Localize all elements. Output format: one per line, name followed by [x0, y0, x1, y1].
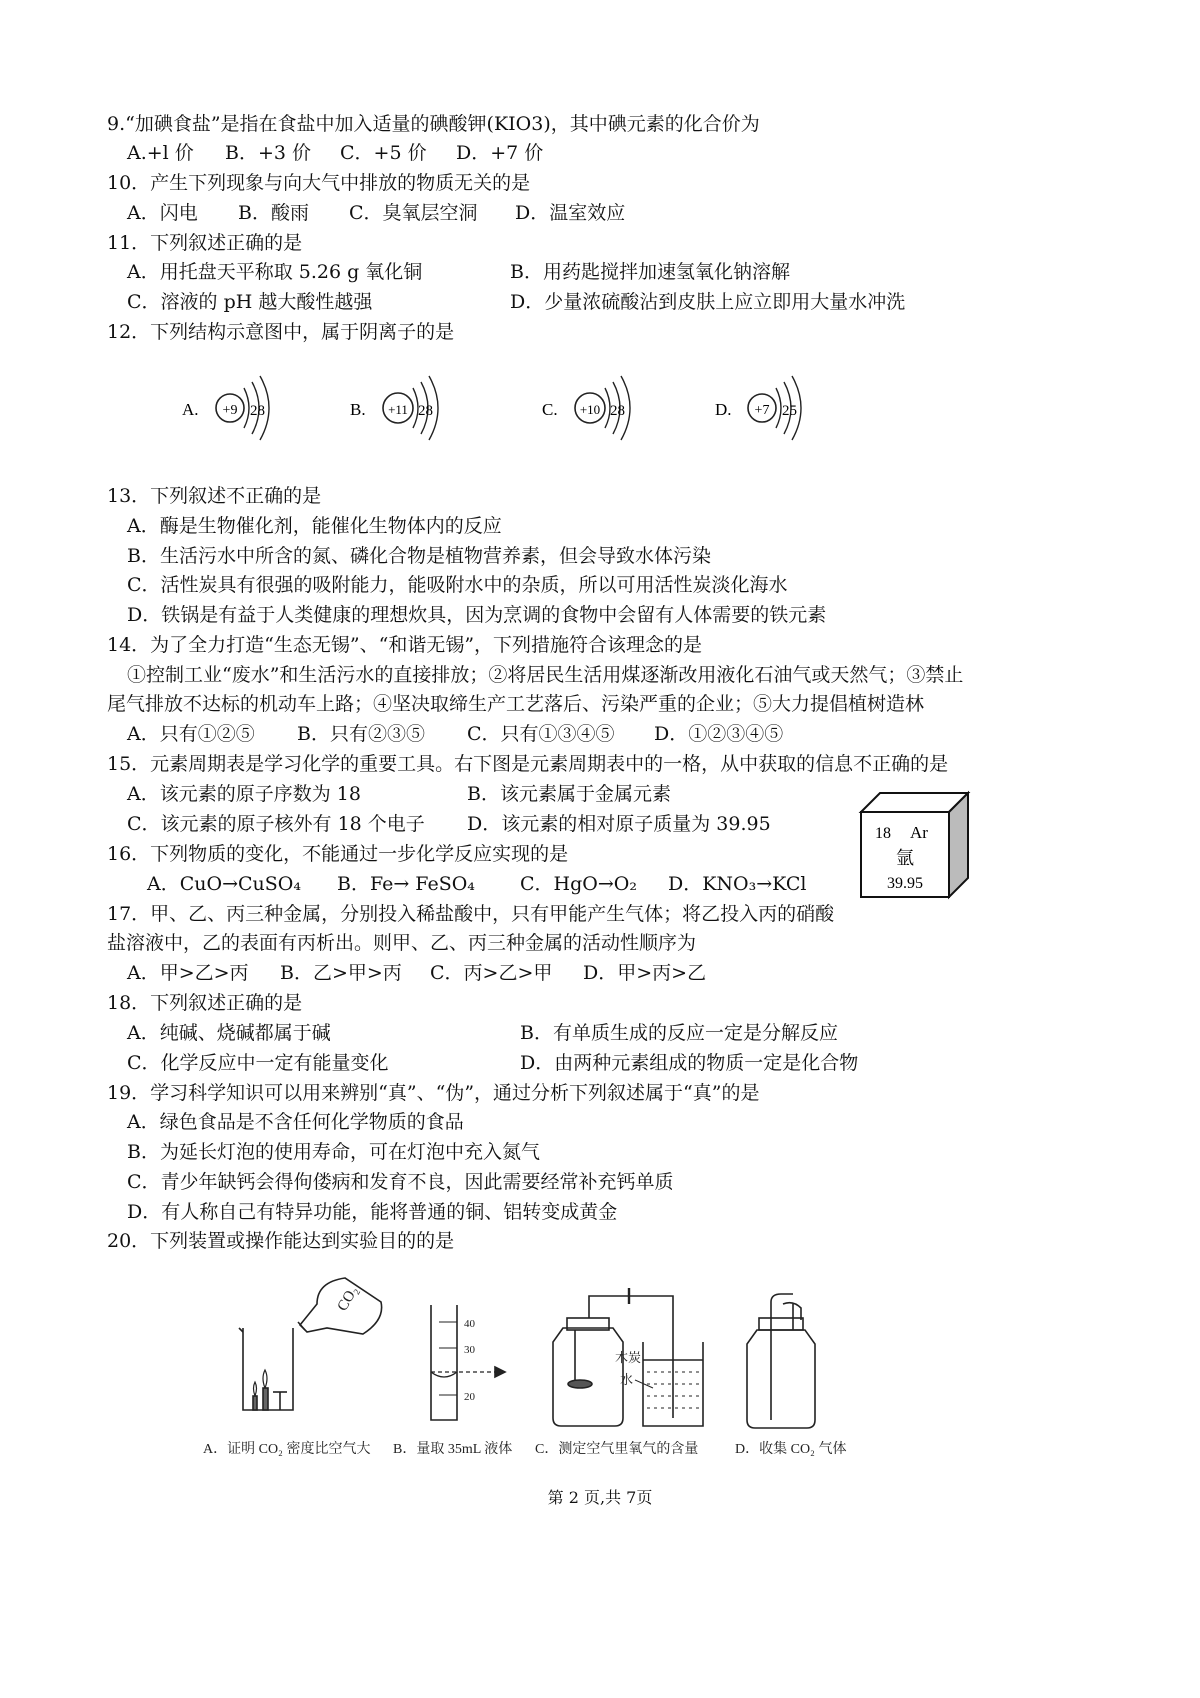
element-mass: 39.95 — [887, 875, 923, 892]
q20-stem: 20．下列装置或操作能达到实验目的的是 — [107, 1230, 455, 1252]
q14-option-d: D．①②③④⑤ — [654, 723, 784, 745]
q19-option-b: B．为延长灯泡的使用寿命，可在灯泡中充入氮气 — [127, 1141, 540, 1163]
ion-diagram-b-nucleus: +11 — [388, 402, 408, 417]
ion-diagram-a — [182, 376, 269, 440]
q17-stem-line1: 17．甲、乙、丙三种金属，分别投入稀盐酸中，只有甲能产生气体；将乙投入丙的硝酸 — [107, 903, 835, 925]
ion-diagram-c-nucleus: +10 — [579, 402, 601, 417]
ion-diagram-d-nucleus: +7 — [754, 403, 770, 418]
q12-stem: 12．下列结构示意图中，属于阴离子的是 — [107, 321, 455, 343]
q13-option-b: B．生活污水中所含的氮、磷化合物是植物营养素，但会导致水体污染 — [127, 545, 711, 567]
q9-option-d: D．+7 价 — [456, 142, 544, 164]
q14-option-a: A．只有①②⑤ — [127, 723, 255, 745]
q16-option-d: D．KNO₃→KCl — [668, 873, 807, 895]
q11-option-a: A．用托盘天平称取 5.26 g 氧化铜 — [127, 261, 423, 283]
cylinder-tick-20: 20 — [464, 1391, 475, 1403]
q11-stem: 11．下列叙述正确的是 — [107, 232, 303, 254]
q9-stem: 9.“加碘食盐”是指在食盐中加入适量的碘酸钾(KIO3)，其中碘元素的化合价为 — [107, 113, 760, 135]
q19-option-c: C．青少年缺钙会得佝偻病和发育不良，因此需要经常补充钙单质 — [127, 1171, 674, 1193]
q15-option-c: C．该元素的原子核外有 18 个电子 — [127, 813, 425, 835]
q17-option-a: A．甲>乙>丙 — [127, 962, 249, 984]
q12-ion-diagrams — [170, 370, 850, 450]
element-symbol: Ar — [910, 823, 928, 842]
cylinder-tick-40: 40 — [464, 1318, 475, 1330]
periodic-table-cell — [858, 790, 972, 902]
water-label: 水 — [620, 1372, 634, 1387]
q11-option-d: D．少量浓硫酸沾到皮肤上应立即用大量水冲洗 — [510, 291, 906, 313]
q18-option-d: D．由两种元素组成的物质一定是化合物 — [520, 1052, 859, 1074]
caption-c: C．测定空气里氧气的含量 — [535, 1442, 699, 1457]
q11-option-c: C．溶液的 pH 越大酸性越强 — [127, 291, 373, 313]
q18-option-a: A．纯碱、烧碱都属于碱 — [127, 1022, 331, 1044]
q19-option-a: A．绿色食品是不含任何化学物质的食品 — [127, 1111, 464, 1133]
apparatus-a — [239, 1278, 382, 1410]
ion-diagram-a-letter: A. — [182, 400, 199, 419]
q11-option-b: B．用药匙搅拌加速氢氧化钠溶解 — [510, 261, 790, 283]
q13-stem: 13．下列叙述不正确的是 — [107, 485, 322, 507]
q18-stem: 18．下列叙述正确的是 — [107, 992, 303, 1014]
q10-option-b: B．酸雨 — [238, 202, 309, 224]
ion-diagram-c-shells: 28 — [610, 403, 625, 419]
element-number: 18 — [875, 825, 891, 842]
apparatus-c — [553, 1288, 703, 1426]
ion-diagram-c-letter: C. — [542, 400, 558, 419]
q17-option-c: C．丙>乙>甲 — [430, 962, 553, 984]
q17-option-b: B．乙>甲>丙 — [280, 962, 402, 984]
caption-d: D．收集 CO₂ 气体 — [735, 1442, 847, 1457]
ion-diagram-b-shells: 28 — [418, 403, 433, 419]
q9-option-a: A.+l 价 — [127, 142, 194, 164]
q13-option-c: C．活性炭具有很强的吸附能力，能吸附水中的杂质，所以可用活性炭淡化海水 — [127, 574, 788, 596]
ion-diagram-a-nucleus: +9 — [222, 403, 238, 418]
co2-bottle-label: CO₂ — [334, 1283, 362, 1314]
q13-option-a: A．酶是生物催化剂，能催化生物体内的反应 — [127, 515, 502, 537]
q17-option-d: D．甲>丙>乙 — [583, 962, 707, 984]
q20-apparatus-figure — [195, 1270, 875, 1460]
page-footer: 第 2 页,共 7页 — [547, 1488, 653, 1507]
q14-stem: 14．为了全力打造“生态无锡”、“和谐无锡”，下列措施符合该理念的是 — [107, 634, 703, 656]
element-name: 氩 — [896, 848, 914, 868]
q15-option-a: A．该元素的原子序数为 18 — [127, 783, 361, 805]
q16-stem: 16．下列物质的变化，不能通过一步化学反应实现的是 — [107, 843, 569, 865]
q9-option-c: C．+5 价 — [340, 142, 427, 164]
q16-option-c: C．HgO→O₂ — [520, 873, 637, 895]
apparatus-b — [431, 1305, 505, 1420]
q18-option-c: C．化学反应中一定有能量变化 — [127, 1052, 389, 1074]
q16-option-b: B．Fe→ FeSO₄ — [337, 873, 475, 895]
ion-diagram-c — [542, 376, 630, 440]
q10-option-c: C．臭氧层空洞 — [349, 202, 478, 224]
ion-diagram-d — [715, 376, 801, 440]
q15-option-b: B．该元素属于金属元素 — [467, 783, 671, 805]
ion-diagram-b — [350, 376, 438, 440]
charcoal-label: 木炭 — [615, 1350, 642, 1365]
ion-diagram-b-letter: B. — [350, 400, 366, 419]
q19-stem: 19．学习科学知识可以用来辨别“真”、“伪”，通过分析下列叙述属于“真”的是 — [107, 1082, 760, 1104]
q16-option-a: A．CuO→CuSO₄ — [147, 873, 301, 895]
q15-option-d: D．该元素的相对原子质量为 39.95 — [467, 813, 771, 835]
q14-option-c: C．只有①③④⑤ — [467, 723, 615, 745]
q10-option-d: D．温室效应 — [515, 202, 626, 224]
q17-stem-line2: 盐溶液中，乙的表面有丙析出。则甲、乙、丙三种金属的活动性顺序为 — [107, 932, 697, 954]
q14-body-line1: ①控制工业“废水”和生活污水的直接排放；②将居民生活用煤逐渐改用液化石油气或天然气；③禁止 — [127, 664, 964, 686]
caption-a: A．证明 CO₂ 密度比空气大 — [203, 1442, 371, 1457]
caption-b: B．量取 35mL 液体 — [393, 1442, 513, 1457]
q14-body-line2: 尾气排放不达标的机动车上路；④坚决取缔生产工艺落后、污染严重的企业；⑤大力提倡植树造林 — [107, 693, 925, 715]
q10-stem: 10．产生下列现象与向大气中排放的物质无关的是 — [107, 172, 531, 194]
ion-diagram-a-shells: 28 — [250, 403, 265, 419]
ion-diagram-d-letter: D. — [715, 400, 732, 419]
q15-stem: 15．元素周期表是学习化学的重要工具。右下图是元素周期表中的一格，从中获取的信息不正确的是 — [107, 753, 949, 775]
q19-option-d: D．有人称自己有特异功能，能将普通的铜、铝转变成黄金 — [127, 1201, 618, 1223]
cylinder-tick-30: 30 — [464, 1344, 475, 1356]
q9-option-b: B．+3 价 — [225, 142, 312, 164]
apparatus-d — [747, 1294, 815, 1428]
q14-option-b: B．只有②③⑤ — [297, 723, 425, 745]
q13-option-d: D．铁锅是有益于人类健康的理想炊具，因为烹调的食物中会留有人体需要的铁元素 — [127, 604, 827, 626]
ion-diagram-d-shells: 25 — [782, 403, 797, 419]
q10-option-a: A．闪电 — [127, 202, 198, 224]
q18-option-b: B．有单质生成的反应一定是分解反应 — [520, 1022, 838, 1044]
